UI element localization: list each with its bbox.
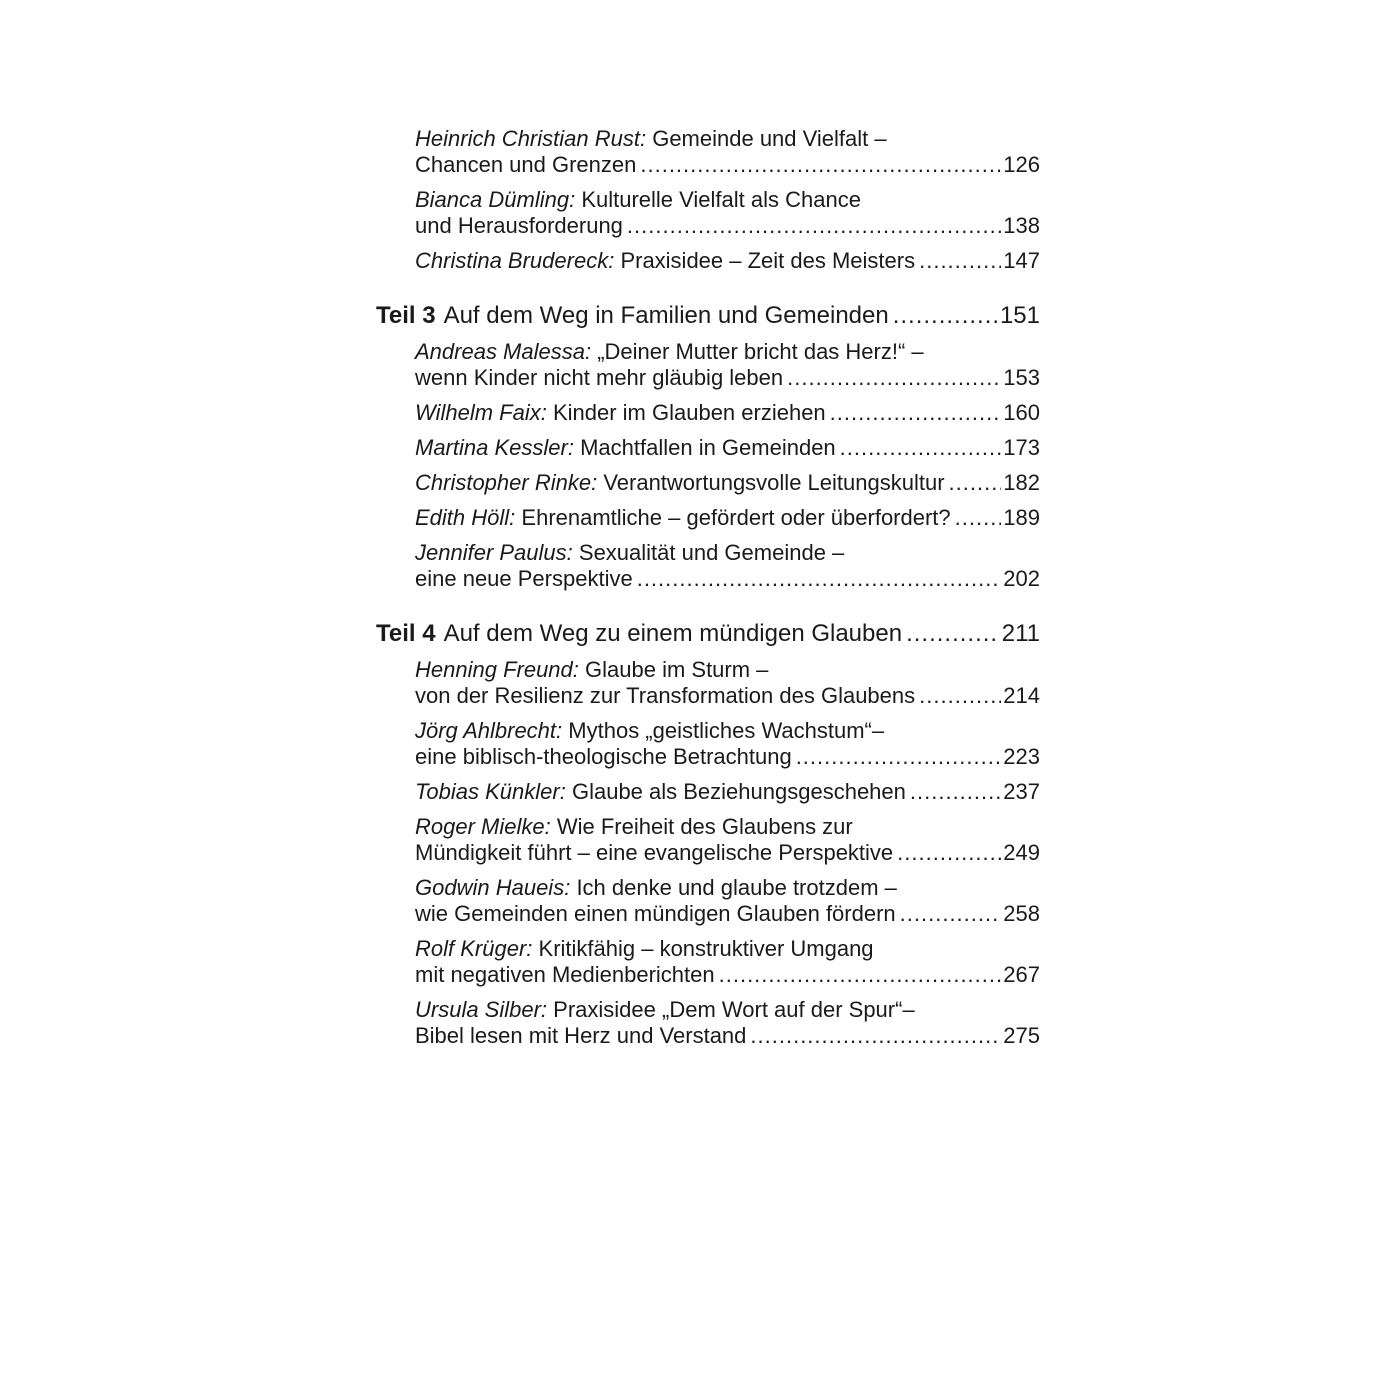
toc-entry <box>415 814 1040 866</box>
page-number: 151 <box>999 302 1040 329</box>
entry-line <box>415 962 1040 988</box>
page-number: 267 <box>1003 962 1040 987</box>
page-number: 258 <box>1003 901 1040 926</box>
entry-author: Ursula Silber: <box>415 997 548 1022</box>
entry-line <box>415 683 1040 709</box>
toc-entry <box>415 435 1040 461</box>
page-number: 202 <box>1003 566 1040 591</box>
entry-title-continued: und Herausforderung <box>415 213 623 238</box>
entry-line <box>415 505 1040 531</box>
toc-entry <box>415 657 1040 709</box>
entry-line <box>415 187 1040 213</box>
toc-entry <box>415 470 1040 496</box>
entry-author: Heinrich Christian Rust: <box>415 126 647 151</box>
entry-author: Jörg Ahlbrecht: <box>415 718 563 743</box>
entry-author: Martina Kessler: <box>415 435 574 460</box>
page-number: 126 <box>1003 152 1040 177</box>
entry-line <box>415 997 1040 1023</box>
page-number: 173 <box>1003 435 1040 460</box>
entry-line <box>415 566 1040 592</box>
entry-author: Edith Höll: <box>415 505 516 530</box>
entry-author: Henning Freund: <box>415 657 579 682</box>
entry-author: Tobias Künkler: <box>415 779 566 804</box>
entry-line <box>415 470 1040 496</box>
page-number: 138 <box>1003 213 1040 238</box>
leader-dots <box>919 683 1001 709</box>
page-number: 214 <box>1003 683 1040 708</box>
entry-line <box>415 875 1040 901</box>
part-4 <box>376 619 1040 1049</box>
entry-line <box>415 1023 1040 1049</box>
part-title: Auf dem Weg in Familien und Gemeinden <box>443 302 889 329</box>
part-3 <box>376 301 1040 592</box>
entry-title-continued: Mündigkeit führt – eine evangelische Perspektive <box>415 840 894 865</box>
part-label: Teil 4 <box>376 620 436 647</box>
leader-dots <box>796 744 1002 770</box>
page-number: 223 <box>1003 744 1040 769</box>
page-number: 147 <box>1003 248 1040 273</box>
entry-line <box>415 840 1040 866</box>
leader-dots <box>949 470 1002 496</box>
continued-entries <box>415 126 1040 274</box>
entry-author: Christopher Rinke: <box>415 470 598 495</box>
entry-title-continued: Bibel lesen mit Herz und Verstand <box>415 1023 747 1048</box>
entry-author: Jennifer Paulus: <box>415 540 573 565</box>
entry-author: Roger Mielke: <box>415 814 551 839</box>
toc-entry <box>415 779 1040 805</box>
entry-title: Kulturelle Vielfalt als Chance <box>581 187 861 212</box>
leader-dots <box>640 152 1001 178</box>
entry-title: Sexualität und Gemeinde – <box>578 540 845 565</box>
page-number: 237 <box>1003 779 1040 804</box>
toc-entry <box>415 540 1040 592</box>
entry-title: Praxisidee „Dem Wort auf der Spur“– <box>553 997 915 1022</box>
entry-title-continued: von der Resilienz zur Transformation des Glaubens <box>415 683 916 708</box>
leader-dots <box>910 779 1001 805</box>
part-label: Teil 3 <box>376 302 436 329</box>
toc-entry <box>415 718 1040 770</box>
entry-title-continued: eine biblisch-theologische Betrachtung <box>415 744 792 769</box>
entry-title: Verantwortungsvolle Leitungskultur <box>603 470 945 495</box>
toc-entry <box>415 875 1040 927</box>
leader-dots <box>830 400 1002 426</box>
toc-entry <box>415 936 1040 988</box>
entry-line <box>415 213 1040 239</box>
entry-title: Ehrenamtliche – gefördert oder überfordert? <box>521 505 951 530</box>
entry-line <box>415 540 1040 566</box>
toc-entry <box>415 339 1040 391</box>
entry-title-continued: mit negativen Medienberichten <box>415 962 715 987</box>
toc-entry <box>415 400 1040 426</box>
page-number: 275 <box>1003 1023 1040 1048</box>
part-title: Auf dem Weg zu einem mündigen Glauben <box>443 620 903 647</box>
entry-line <box>415 400 1040 426</box>
page-number: 182 <box>1003 470 1040 495</box>
entry-line <box>415 365 1040 391</box>
entry-title: Mythos „geistliches Wachstum“– <box>568 718 885 743</box>
page-number: 249 <box>1003 840 1040 865</box>
entry-title: Kritikfähig – konstruktiver Umgang <box>538 936 874 961</box>
leader-dots <box>787 365 1001 391</box>
entry-line <box>415 814 1040 840</box>
leader-dots <box>637 566 1002 592</box>
entry-author: Wilhelm Faix: <box>415 400 547 425</box>
entry-line <box>415 152 1040 178</box>
entry-author: Bianca Dümling: <box>415 187 576 212</box>
toc-entry <box>415 126 1040 178</box>
leader-dots <box>750 1023 1001 1049</box>
entry-line <box>415 126 1040 152</box>
leader-dots <box>893 301 998 331</box>
entry-author: Rolf Krüger: <box>415 936 533 961</box>
toc-entry <box>415 248 1040 274</box>
entry-line <box>415 435 1040 461</box>
entry-line <box>415 744 1040 770</box>
entry-line <box>415 901 1040 927</box>
entry-title: Praxisidee – Zeit des Meisters <box>620 248 916 273</box>
part-4-entries <box>415 657 1040 1049</box>
part-heading <box>376 619 1040 649</box>
entry-author: Christina Brudereck: <box>415 248 615 273</box>
leader-dots <box>955 505 1002 531</box>
entry-line <box>415 936 1040 962</box>
leader-dots <box>719 962 1002 988</box>
part-3-entries <box>415 339 1040 592</box>
entry-title-continued: eine neue Perspektive <box>415 566 633 591</box>
page-number: 211 <box>1001 620 1040 647</box>
page-number: 153 <box>1003 365 1040 390</box>
entry-title-continued: wie Gemeinden einen mündigen Glauben fördern <box>415 901 896 926</box>
leader-dots <box>906 619 1000 649</box>
entry-title-continued: wenn Kinder nicht mehr gläubig leben <box>415 365 784 390</box>
entry-title: Machtfallen in Gemeinden <box>580 435 836 460</box>
leader-dots <box>627 213 1001 239</box>
entry-author: Andreas Malessa: <box>415 339 592 364</box>
leader-dots <box>900 901 1002 927</box>
toc-entry <box>415 997 1040 1049</box>
toc-entry <box>415 187 1040 239</box>
entry-title: „Deiner Mutter bricht das Herz!“ – <box>597 339 924 364</box>
leader-dots <box>840 435 1002 461</box>
entry-title-continued: Chancen und Grenzen <box>415 152 637 177</box>
table-of-contents <box>376 126 1040 1058</box>
page-number: 189 <box>1003 505 1040 530</box>
entry-title: Glaube im Sturm – <box>585 657 769 682</box>
entry-title: Kinder im Glauben erziehen <box>552 400 826 425</box>
toc-entry <box>415 505 1040 531</box>
entry-line <box>415 718 1040 744</box>
entry-title: Gemeinde und Vielfalt – <box>652 126 887 151</box>
entry-title: Wie Freiheit des Glaubens zur <box>556 814 853 839</box>
leader-dots <box>897 840 1001 866</box>
leader-dots <box>919 248 1001 274</box>
page-number: 160 <box>1003 400 1040 425</box>
entry-line <box>415 657 1040 683</box>
entry-title: Glaube als Beziehungsgeschehen <box>571 779 906 804</box>
entry-line <box>415 339 1040 365</box>
entry-line <box>415 248 1040 274</box>
entry-author: Godwin Haueis: <box>415 875 571 900</box>
entry-line <box>415 779 1040 805</box>
part-heading <box>376 301 1040 331</box>
entry-title: Ich denke und glaube trotzdem – <box>576 875 897 900</box>
